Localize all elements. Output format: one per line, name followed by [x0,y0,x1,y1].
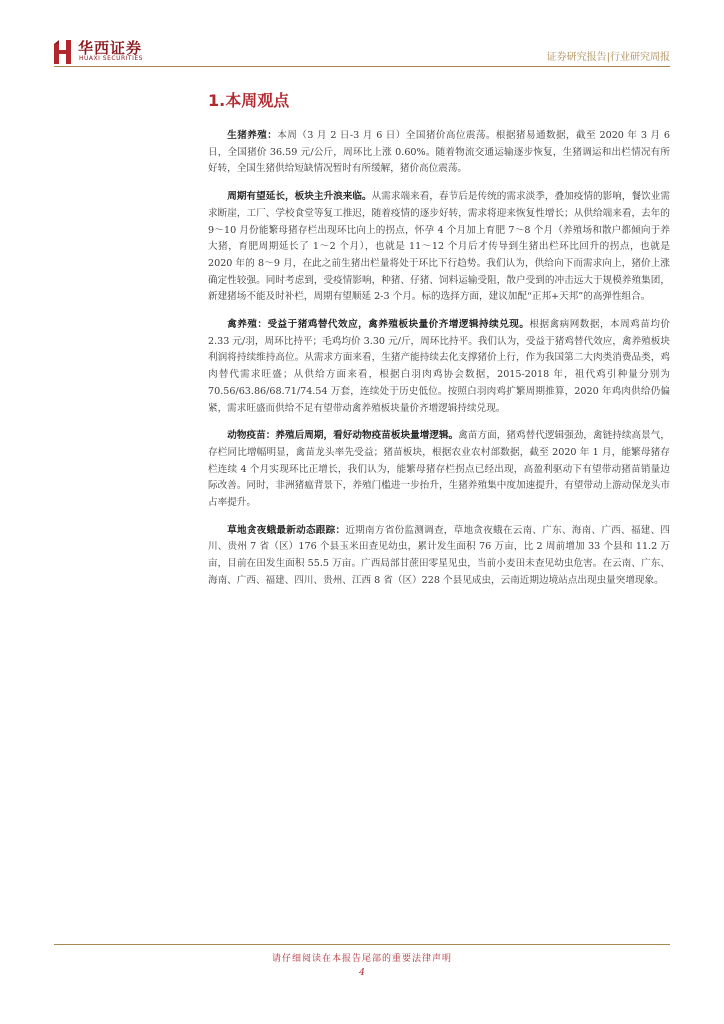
paragraph-body: 从需求端来看，春节后是传统的需求淡季，叠加疫情的影响，餐饮业需求断崖，工厂、学校食堂等复工推迟，随着疫情的逐步好转，需求将迎来恢复性增长；从供给端来看，去年的 9～10 月份能繁母猪存栏出现环比向上的拐点，怀孕 4 个月加上育肥 7～8 个月（养殖场和散户都倾向于养大猪，育肥周期延长了 1～2 个月），也就是 11～12 个月后才传导到生猪出栏环比回升的拐点，也就是 2020 年的 8～9 月，在此之前生猪出栏量将处于环比下行趋势。我们认为，供给向下而需求向上，猪价上涨确定性较强。同时考虑到，受疫情影响，种猪、仔猪、饲料运输受阻，散户受到的冲击远大于规模养殖集团，新建猪场不能及时补栏，周期有望顺延 2-3 个月。标的选择方面，建议加配“正邦+天邦”的高弹性组合。 [208,191,670,303]
header-divider [54,66,670,67]
paragraph-body: 禽苗方面，猪鸡替代逻辑强劲，禽链持续高景气，存栏同比增幅明显，禽苗龙头率先受益；猪苗板块，根据农业农村部数据，截至 2020 年 1 月，能繁母猪存栏连续 4 个月实现环比正增长，我们认为，能繁母猪存栏拐点已经出现，高盈利驱动下有望带动猪苗销量边际改善。同时，非洲猪瘟背景下，养殖门槛进一步抬升，生猪养殖集中度加速提升，有望带动上游动保龙头市占率提升。 [208,430,671,509]
footer-divider [54,944,670,945]
paragraph-lead: 生猪养殖： [227,130,278,141]
paragraph-lead: 禽养殖：受益于猪鸡替代效应，禽养殖板块量价齐增逻辑持续兑现。 [227,319,530,331]
report-type-label: 证券研究报告|行业研究周报 [546,52,670,63]
paragraph-lead: 周期有望延长，板块主升浪来临。 [227,191,372,203]
logo-chinese-name: 华西证券 [78,39,143,57]
legal-disclaimer-note: 请仔细阅读在本报告尾部的重要法律声明 [271,954,452,964]
report-body [208,128,670,601]
paragraph-poultry [208,317,670,417]
paragraph-lead: 草地贪夜蛾最新动态跟踪： [227,524,346,536]
logo-english-name: HUAXI SECURITIES [79,55,143,62]
section-title: 1.本周观点 [208,91,290,110]
page-header [0,0,724,66]
paragraph-fall-armyworm [208,523,670,590]
paragraph-body: 近期南方省份监测调查，草地贪夜蛾在云南、广东、海南、广西、福建、四川、贵州 7 省（区）176 个县玉米田查见幼虫，累计发生面积 76 万亩，比 2 周前增加 33 个县和 11.2 万亩，目前在田发生面积 55.5 万亩。广西局部甘蔗田零星见虫，当前小麦田未查见幼虫危害。在云南、广东、海南、广西、福建、四川、贵州、江西 8 省（区）228 个县见成虫，云南近期边境站点出现虫量突增现象。 [208,524,671,586]
paragraph-hog-farming [208,128,670,178]
paragraph-body: 根据禽病网数据，本周鸡苗均价 2.33 元/羽，周环比持平；毛鸡均价 3.30 元/斤，周环比持平。我们认为，受益于猪鸡替代效应，禽养殖板块利润将持续维持高位。从需求方面来看，生猪产能持续去化支撑猪价上行，作为我国第二大肉类消费品类，鸡肉替代需求旺盛；从供给方面来看，根据白羽肉鸡协会数据，2015-2018 年，祖代鸡引种量分别为 70.56/63.86/68.71/74.54 万套，连续处于历史低位。按照白羽肉鸡扩繁周期推算，2020 年鸡肉供给仍偏紧，需求旺盛而供给不足有望带动禽养殖板块量价齐增逻辑持续兑现。 [208,319,671,414]
paragraph-animal-vaccines [208,428,670,512]
huaxi-logo-icon [54,40,72,64]
paragraph-lead: 动物疫苗：养殖后周期，看好动物疫苗板块量增逻辑。 [227,430,459,442]
paragraph-body: 本周（3 月 2 日-3 月 6 日）全国猪价高位震荡。根据猪易通数据，截至 2020 年 3 月 6 日，全国猪价 36.59 元/公斤，周环比上涨 0.60%。随着物流交通运输逐步恢复，生猪调运和出栏情况有所好转，全国生猪供给短缺情况暂时有所缓解，猪价高位震荡。 [208,130,671,175]
paragraph-cycle-extension [208,189,670,306]
page-number: 4 [359,968,365,978]
